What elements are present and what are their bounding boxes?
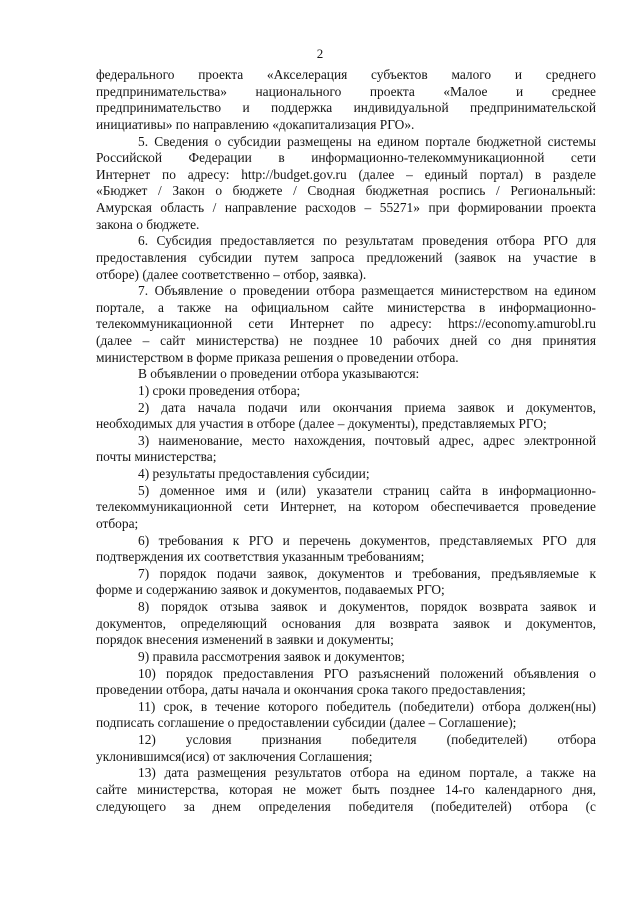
text-line: (далее – сайт министерства) не позднее 10 рабочих дней со дня принятия [96,333,596,348]
text-line: порядок внесения изменений в заявки и документы; [96,632,394,648]
text-line: закона о бюджете. [96,216,200,232]
paragraph-list-10 [96,666,596,699]
text-line: 9) правила рассмотрения заявок и документов; [138,648,405,664]
text-line: министерством в форме приказа решения о проведении отбора. [96,349,459,365]
text-line: 11) срок, в течение которого победитель (победители) отбора должен(ны) [138,698,596,714]
text-line: В объявлении о проведении отбора указываются: [138,366,420,382]
paragraph-list-4 [96,466,596,483]
paragraph-list-9 [96,649,596,666]
text-line: телекоммуникационной сети Интернет по адресу: https://economy.amurobl.ru [96,316,596,332]
text-line: 5. Сведения о субсидии размещены на едином портале бюджетной системы [138,133,596,149]
text-line: сайте министерства, которая не может быть позднее 14-го календарного дня, [96,781,596,797]
text-line: 12) условия признания победителя (победителей) отбора [138,732,596,747]
text-line: следующего за днем определения победителя (победителей) отбора (с [96,798,596,814]
text-line: 7. Объявление о проведении отбора размещается министерством на едином [138,283,596,299]
text-line: Российской Федерации в информационно-телекоммуникационной сети [96,150,596,166]
page-number: 2 [316,46,324,61]
text-line: 1) сроки проведения отбора; [138,382,301,398]
paragraph-list-6 [96,533,596,566]
text-line: предпринимательство и поддержка индивидуальной предпринимательской [96,100,596,116]
document-body [96,67,596,815]
text-line: телекоммуникационной сети Интернет, на котором обеспечивается проведение [96,499,596,515]
text-line: подписать соглашение о предоставлении субсидии (далее – Соглашение); [96,715,517,731]
text-line: отбора; [96,515,139,531]
paragraph-list-2 [96,400,596,433]
paragraph-item-7 [96,283,596,366]
text-line: предпринимательства» национального проекта «Малое и среднее [96,83,596,99]
text-line: «Бюджет / Закон о бюджете / Сводная бюджетная роспись / Региональный: [96,183,596,199]
paragraph-list-7 [96,566,596,599]
text-line: проведении отбора, даты начала и окончания срока такого предоставления; [96,682,526,698]
paragraph-list-13 [96,765,596,815]
paragraph-item-5 [96,134,596,234]
text-line: 13) дата размещения результатов отбора на едином портале, а также на [138,765,596,781]
text-line: почты министерства; [96,449,217,465]
text-line: 4) результаты предоставления субсидии; [138,466,370,481]
paragraph-list-8 [96,599,596,649]
paragraph-list-12 [96,732,596,765]
paragraph-list-1 [96,383,596,400]
text-line: 5) доменное имя и (или) указатели страниц сайта в информационно- [138,482,596,498]
text-line: Амурская область / направление расходов – 55271» при формировании проекта [96,200,596,215]
text-line: 6) требования к РГО и перечень документов, представляемых РГО для [138,532,596,548]
text-line: 6. Субсидия предоставляется по результатам проведения отбора РГО для [138,233,596,249]
paragraph-list-5 [96,483,596,533]
paragraph-item-6 [96,233,596,283]
paragraph-list-3 [96,433,596,466]
text-line: федерального проекта «Акселерация субъектов малого и среднего [96,67,596,82]
paragraph-list-11 [96,699,596,732]
text-line: 2) дата начала подачи или окончания приема заявок и документов, [138,399,596,415]
text-line: необходимых для участия в отборе (далее – документы), представляемых РГО; [96,416,547,432]
text-line: уклонившимся(ися) от заключения Соглашения; [96,748,373,764]
text-line: 3) наименование, место нахождения, почтовый адрес, адрес электронной [138,432,596,448]
text-line: форме и содержанию заявок и документов, подаваемых РГО; [96,582,445,598]
text-line: инициативы» по направлению «докапитализация РГО». [96,116,415,132]
paragraph-continuation [96,67,596,134]
text-line: 7) порядок подачи заявок, документов и требования, предъявляемые к [138,565,596,581]
text-line: 10) порядок предоставления РГО разъяснений положений объявления о [138,665,596,681]
text-line: портале, а также на официальном сайте министерства в информационно- [96,299,596,315]
text-line: предоставления субсидии путем запроса предложений (заявок на участие в [96,249,596,265]
paragraph-announce-intro [96,366,596,383]
text-line: подтверждения их соответствия указанным требованиям; [96,549,425,565]
text-line: отборе) (далее соответственно – отбор, заявка). [96,266,367,282]
text-line: документов, определяющий основания для возврата заявок и документов, [96,615,596,631]
text-line: 8) порядок отзыва заявок и документов, порядок возврата заявок и [138,599,596,614]
text-line: Интернет по адресу: http://budget.gov.ru (далее – единый портал) в разделе [96,166,596,182]
